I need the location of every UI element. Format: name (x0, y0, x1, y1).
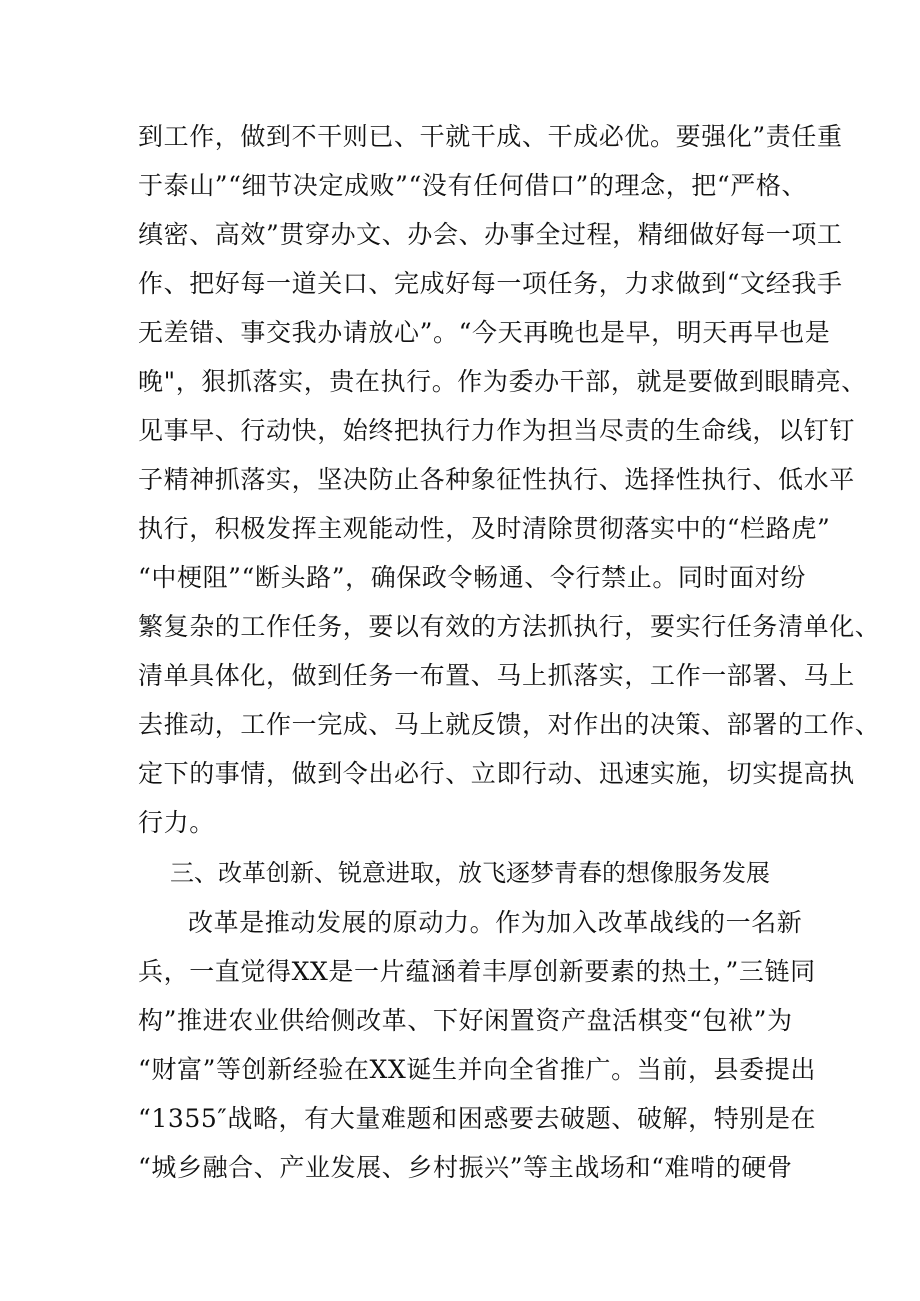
body-text-line: 定下的事情，做到令出必行、立即行动、迅速实施，切实提高执 (138, 759, 855, 788)
body-text-line: “中梗阻”“断头路”，确保政令畅通、令行禁止。同时面对纷 (138, 563, 806, 592)
body-text-line: 兵，一直觉得XX是一片蕴涵着丰厚创新要素的热土，”三链同 (138, 957, 816, 986)
body-text-line: 行力。 (138, 808, 215, 837)
body-text-line: 作、把好每一道关口、完成好每一项任务，力求做到“文经我手 (138, 269, 843, 298)
body-text-line: 去推动，工作一完成、马上就反馈，对作出的决策、部署的工作、 (138, 710, 881, 739)
body-text-line: 繁复杂的工作任务，要以有效的方法抓执行，要实行任务清单化、 (138, 612, 881, 641)
body-text-line: “财富”等创新经验在XX诞生并向全省推广。当前，县委提出 (138, 1055, 816, 1084)
body-text-line: 子精神抓落实，坚决防止各种象征性执行、选择性执行、低水平 (138, 465, 855, 494)
body-text-line: 无差错、事交我办请放心”。“今天再晚也是早，明天再早也是 (138, 318, 831, 347)
body-text-line: 改革是推动发展的原动力。作为加入改革战线的一名新 (188, 908, 803, 937)
body-text-line: “城乡融合、产业发展、乡村振兴”等主战场和“难啃的硬骨 (138, 1153, 793, 1182)
body-text-line: 缜密、高效”贯穿办文、办会、办事全过程，精细做好每一项工 (138, 220, 843, 249)
body-text-line: 于泰山”“细节决定成败”“没有任何借口”的理念，把“严格、 (138, 171, 808, 200)
body-text-line: 执行，积极发挥主观能动性，及时清除贯彻落实中的“栏路虎” (138, 514, 831, 543)
body-text-line: 见事早、行动快，始终把执行力作为担当尽责的生命线，以钉钉 (138, 416, 855, 445)
body-text-line: 晚"，狠抓落实，贵在执行。作为委办干部，就是要做到眼睛亮、 (138, 367, 867, 396)
body-text-line: 构”推进农业供给侧改革、下好闲置资产盘活棋变“包袱”为 (138, 1006, 793, 1035)
section-heading: 三、改革创新、锐意进取，放飞逐梦青春的想像服务发展 (170, 859, 770, 887)
body-text-line: 清单具体化，做到任务一布置、马上抓落实，工作一部署、马上 (138, 661, 855, 690)
body-text-line: “1355″战略，有大量难题和困惑要去破题、破解，特别是在 (138, 1104, 817, 1133)
body-text-line: 到工作，做到不干则已、干就干成、干成必优。要强化”责任重 (138, 122, 843, 151)
